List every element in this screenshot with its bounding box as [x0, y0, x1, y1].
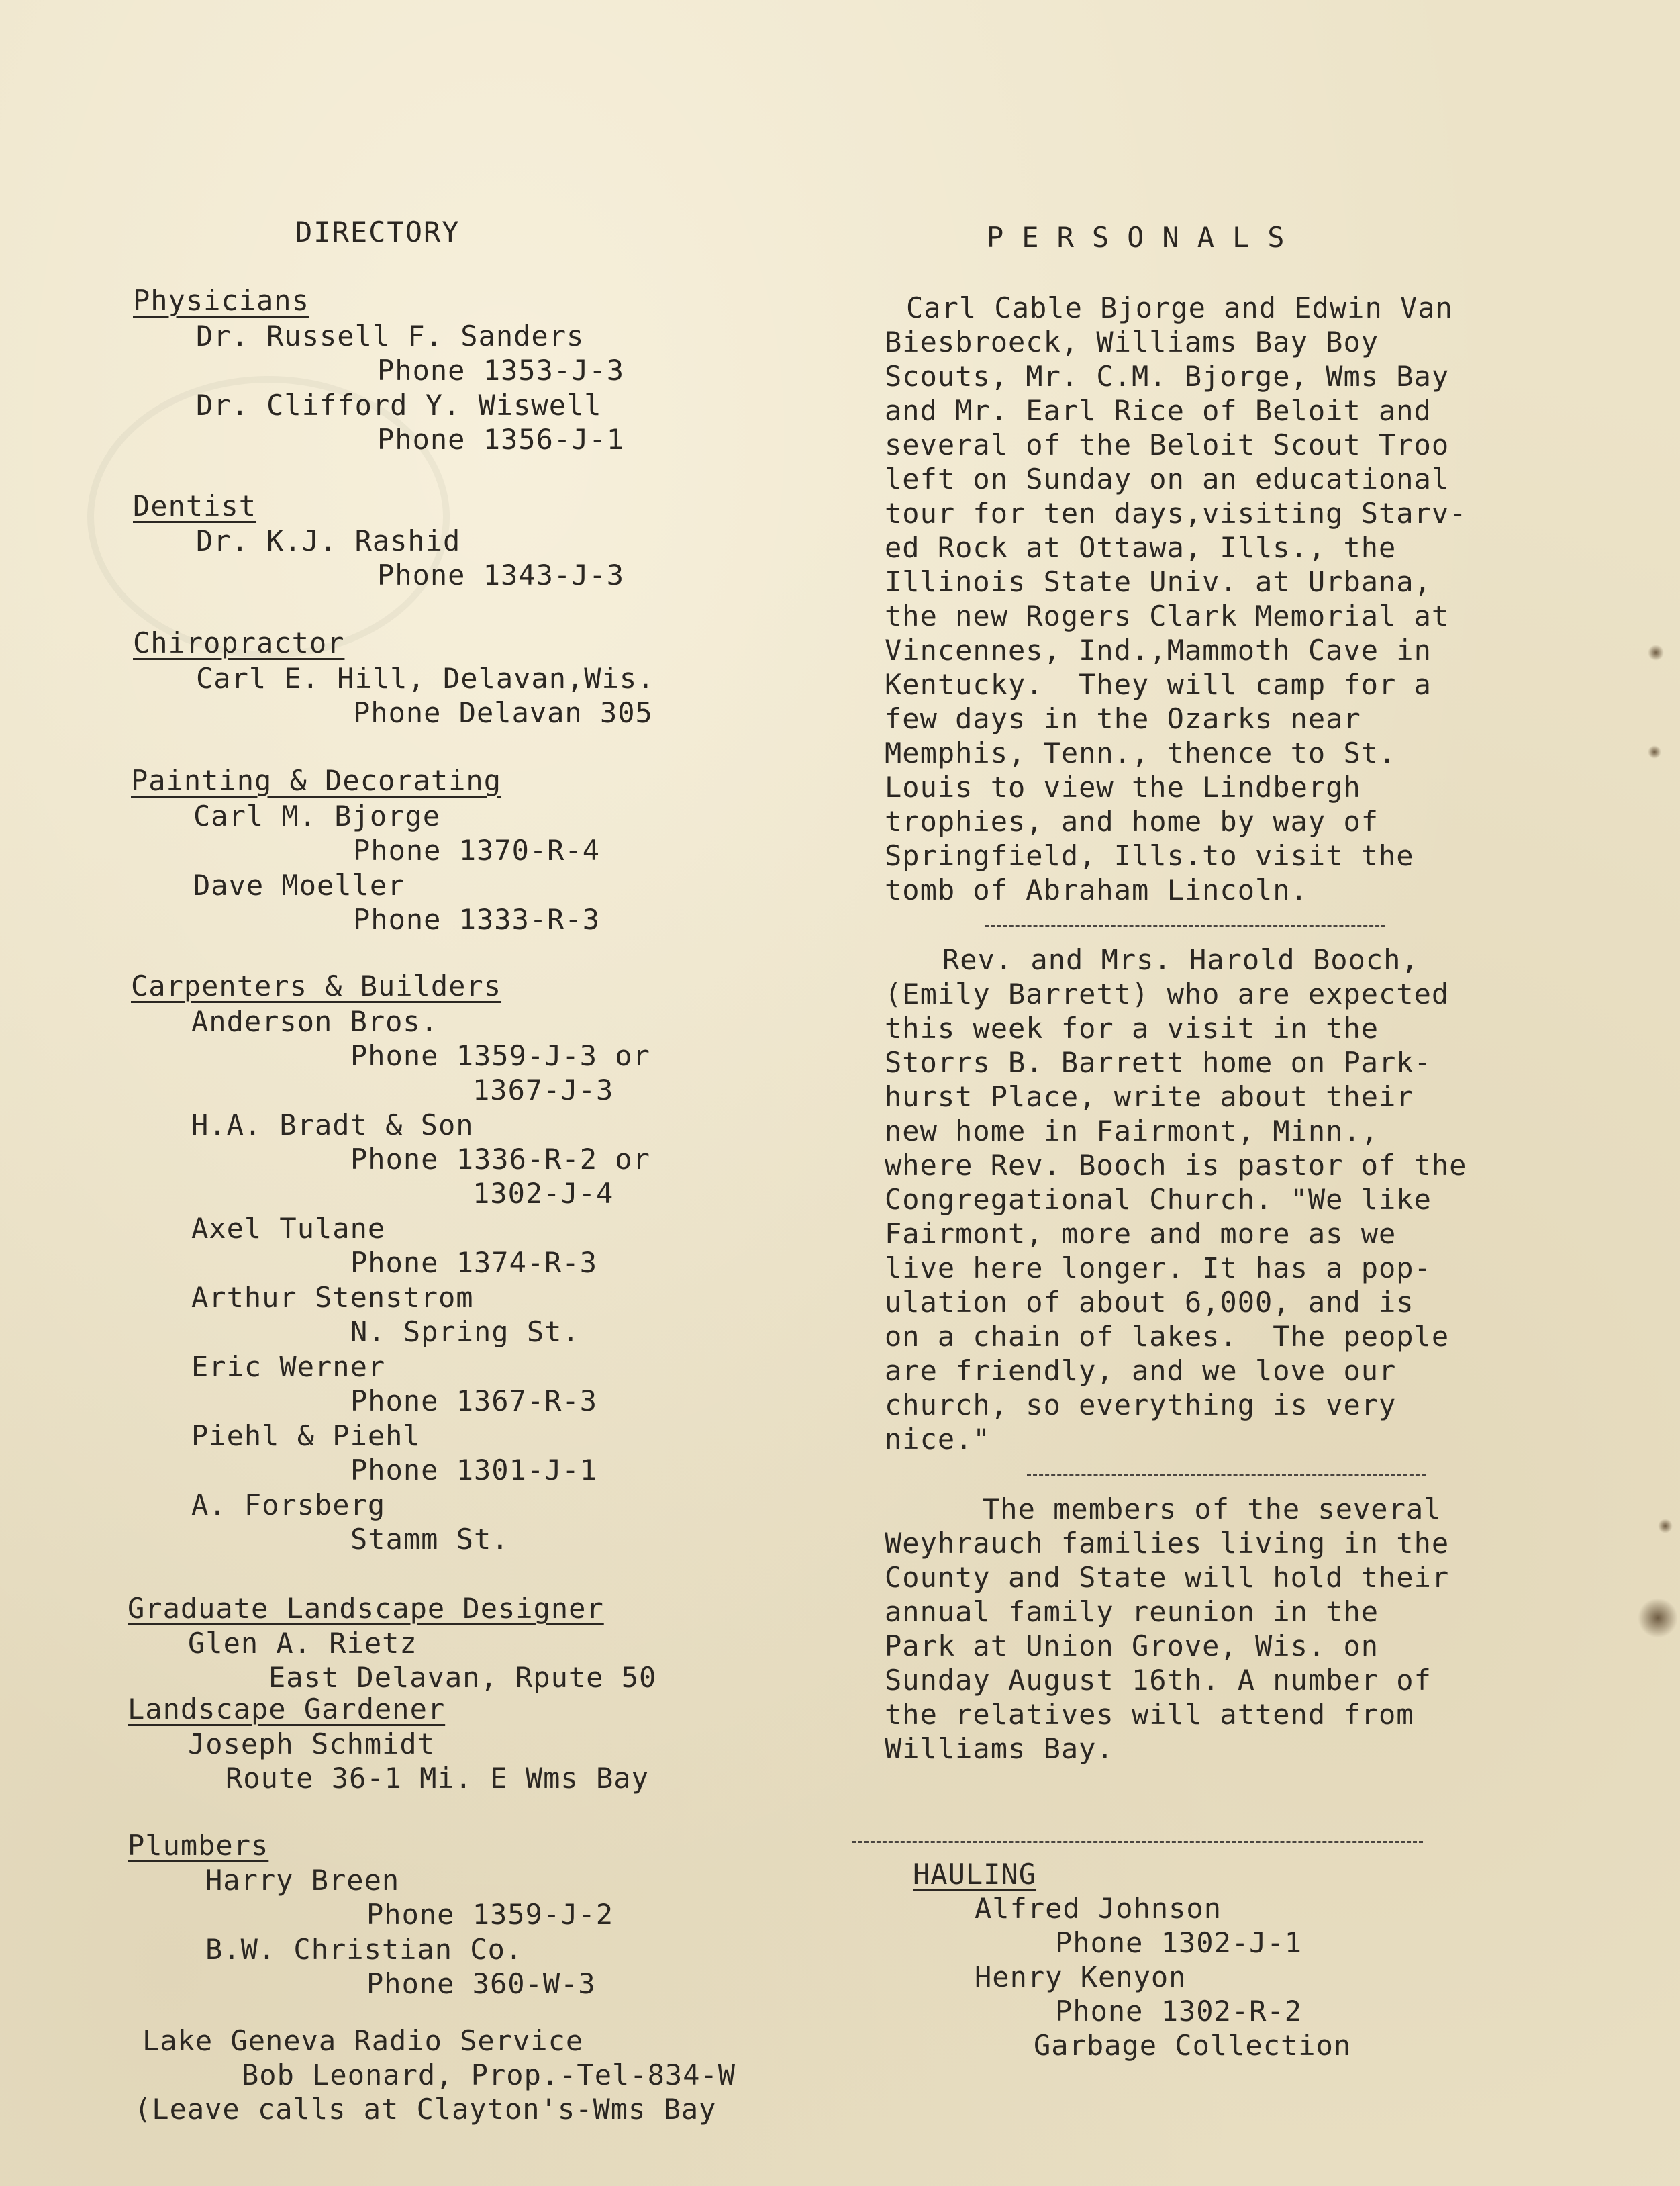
carpenter-address: N. Spring St. — [350, 1315, 580, 1348]
personal-text-line: Sunday August 16th. A number of — [885, 1664, 1432, 1697]
personal-text-line: this week for a visit in the — [885, 1012, 1379, 1045]
carpenter-address: Stamm St. — [350, 1523, 509, 1556]
personal-text-line: Springfield, Ills.to visit the — [885, 839, 1414, 872]
personal-text-line: Scouts, Mr. C.M. Bjorge, Wms Bay — [885, 360, 1450, 393]
chiropractor-phone: Phone Delavan 305 — [353, 696, 653, 729]
painter-phone: Phone 1370-R-4 — [353, 834, 601, 867]
hauler-service: Garbage Collection — [1034, 2029, 1352, 2062]
personal-text-line: ulation of about 6,000, and is — [885, 1286, 1414, 1319]
personal-text-line: Vincennes, Ind.,Mammoth Cave in — [885, 634, 1432, 667]
personal-text-line: The members of the several — [983, 1492, 1442, 1525]
personal-text-line: and Mr. Earl Rice of Beloit and — [885, 394, 1432, 427]
personal-text-line: are friendly, and we love our — [885, 1354, 1397, 1387]
physician-phone: Phone 1356-J-1 — [377, 423, 625, 456]
plumber-name: B.W. Christian Co. — [205, 1933, 524, 1966]
carpenter-name: Axel Tulane — [191, 1212, 386, 1245]
personals-title: PERSONALS — [987, 221, 1303, 254]
personal-text-line: annual family reunion in the — [885, 1595, 1379, 1628]
personal-text-line: Weyhrauch families living in the — [885, 1527, 1450, 1560]
personal-text-line: nice." — [885, 1423, 991, 1456]
hauler-name: Henry Kenyon — [975, 1960, 1187, 1993]
personal-text-line: the relatives will attend from — [885, 1698, 1414, 1731]
personal-text-line: left on Sunday on an educational — [885, 463, 1450, 495]
carpenters-heading: Carpenters & Builders — [131, 969, 502, 1002]
radio-service-note: (Leave calls at Clayton's-Wms Bay — [134, 2093, 717, 2126]
plumber-phone: Phone 360-W-3 — [366, 1967, 596, 2000]
carpenter-phone: Phone 1336-R-2 or — [350, 1143, 650, 1176]
chiropractor-heading: Chiropractor — [133, 626, 345, 659]
personal-text-line: County and State will hold their — [885, 1561, 1450, 1594]
personal-text-line: Williams Bay. — [885, 1732, 1114, 1765]
foxing-stain — [1648, 745, 1661, 759]
personal-text-line: on a chain of lakes. The people — [885, 1320, 1450, 1353]
plumber-phone: Phone 1359-J-2 — [366, 1898, 614, 1931]
dentist-heading: Dentist — [133, 489, 257, 522]
painting-heading: Painting & Decorating — [131, 764, 502, 797]
personal-text-line: Louis to view the Lindbergh — [885, 771, 1361, 804]
chiropractor-name: Carl E. Hill, Delavan,Wis. — [196, 662, 655, 695]
landscape-designer-heading: Graduate Landscape Designer — [128, 1592, 604, 1625]
dentist-phone: Phone 1343-J-3 — [377, 559, 625, 591]
carpenter-name: Arthur Stenstrom — [191, 1281, 474, 1314]
personal-text-line: (Emily Barrett) who are expected — [885, 978, 1450, 1010]
personal-text-line: where Rev. Booch is pastor of the — [885, 1149, 1467, 1182]
dentist-name: Dr. K.J. Rashid — [196, 524, 461, 557]
personal-text-line: new home in Fairmont, Minn., — [885, 1114, 1379, 1147]
foxing-stain — [1638, 1598, 1678, 1638]
personal-text-line: few days in the Ozarks near — [885, 702, 1361, 735]
physician-phone: Phone 1353-J-3 — [377, 354, 625, 387]
personal-text-line: Rev. and Mrs. Harold Booch, — [942, 943, 1419, 976]
personal-text-line: hurst Place, write about their — [885, 1080, 1414, 1113]
radio-service-proprietor: Bob Leonard, Prop.-Tel-834-W — [242, 2058, 736, 2091]
foxing-stain — [1648, 645, 1664, 661]
carpenter-name: Anderson Bros. — [191, 1005, 439, 1038]
section-divider — [1027, 1474, 1426, 1476]
personal-text-line: church, so everything is very — [885, 1388, 1397, 1421]
carpenter-phone: Phone 1367-R-3 — [350, 1384, 598, 1417]
personal-text-line: Park at Union Grove, Wis. on — [885, 1629, 1379, 1662]
personal-text-line: Carl Cable Bjorge and Edwin Van — [906, 291, 1453, 324]
plumbers-heading: Plumbers — [128, 1829, 269, 1862]
carpenter-phone-alt: 1367-J-3 — [473, 1074, 614, 1106]
personal-text-line: ed Rock at Ottawa, Ills., the — [885, 531, 1397, 564]
physicians-heading: Physicians — [133, 284, 309, 317]
painter-phone: Phone 1333-R-3 — [353, 903, 601, 936]
personal-text-line: Storrs B. Barrett home on Park- — [885, 1046, 1432, 1079]
personal-text-line: Kentucky. They will camp for a — [885, 668, 1432, 701]
personal-text-line: trophies, and home by way of — [885, 805, 1379, 838]
section-divider — [985, 925, 1385, 927]
personal-text-line: the new Rogers Clark Memorial at — [885, 600, 1450, 632]
landscape-designer-address: East Delavan, Rpute 50 — [268, 1661, 657, 1694]
landscape-gardener-name: Joseph Schmidt — [188, 1727, 436, 1760]
plumber-name: Harry Breen — [205, 1864, 400, 1897]
personal-text-line: tour for ten days,visiting Starv- — [885, 497, 1467, 530]
personal-text-line: Illinois State Univ. at Urbana, — [885, 565, 1432, 598]
personal-text-line: tomb of Abraham Lincoln. — [885, 873, 1308, 906]
foxing-stain — [1658, 1519, 1673, 1533]
personal-text-line: Fairmont, more and more as we — [885, 1217, 1397, 1250]
hauler-name: Alfred Johnson — [975, 1892, 1222, 1925]
physician-name: Dr. Russell F. Sanders — [196, 320, 585, 352]
carpenter-phone: Phone 1301-J-1 — [350, 1454, 598, 1486]
landscape-gardener-heading: Landscape Gardener — [128, 1693, 446, 1725]
hauler-phone: Phone 1302-J-1 — [1055, 1926, 1303, 1959]
hauler-phone: Phone 1302-R-2 — [1055, 1995, 1303, 2028]
landscape-gardener-address: Route 36-1 Mi. E Wms Bay — [226, 1762, 649, 1795]
carpenter-name: A. Forsberg — [191, 1488, 386, 1521]
carpenter-phone-alt: 1302-J-4 — [473, 1177, 614, 1210]
radio-service-name: Lake Geneva Radio Service — [142, 2024, 584, 2057]
painter-name: Dave Moeller — [193, 869, 405, 902]
hauling-heading: HAULING — [913, 1858, 1037, 1891]
carpenter-name: H.A. Bradt & Son — [191, 1108, 474, 1141]
carpenter-name: Eric Werner — [191, 1350, 386, 1383]
personal-text-line: Memphis, Tenn., thence to St. — [885, 736, 1397, 769]
personal-text-line: live here longer. It has a pop- — [885, 1251, 1432, 1284]
personal-text-line: Congregational Church. "We like — [885, 1183, 1432, 1216]
personal-text-line: several of the Beloit Scout Troo — [885, 428, 1450, 461]
painter-name: Carl M. Bjorge — [193, 800, 441, 833]
section-divider — [852, 1841, 1423, 1843]
physician-name: Dr. Clifford Y. Wiswell — [196, 389, 602, 422]
carpenter-name: Piehl & Piehl — [191, 1419, 421, 1452]
carpenter-phone: Phone 1359-J-3 or — [350, 1039, 650, 1072]
directory-title: DIRECTORY — [295, 216, 460, 248]
personal-text-line: Biesbroeck, Williams Bay Boy — [885, 326, 1379, 359]
carpenter-phone: Phone 1374-R-3 — [350, 1246, 598, 1279]
landscape-designer-name: Glen A. Rietz — [188, 1627, 417, 1660]
